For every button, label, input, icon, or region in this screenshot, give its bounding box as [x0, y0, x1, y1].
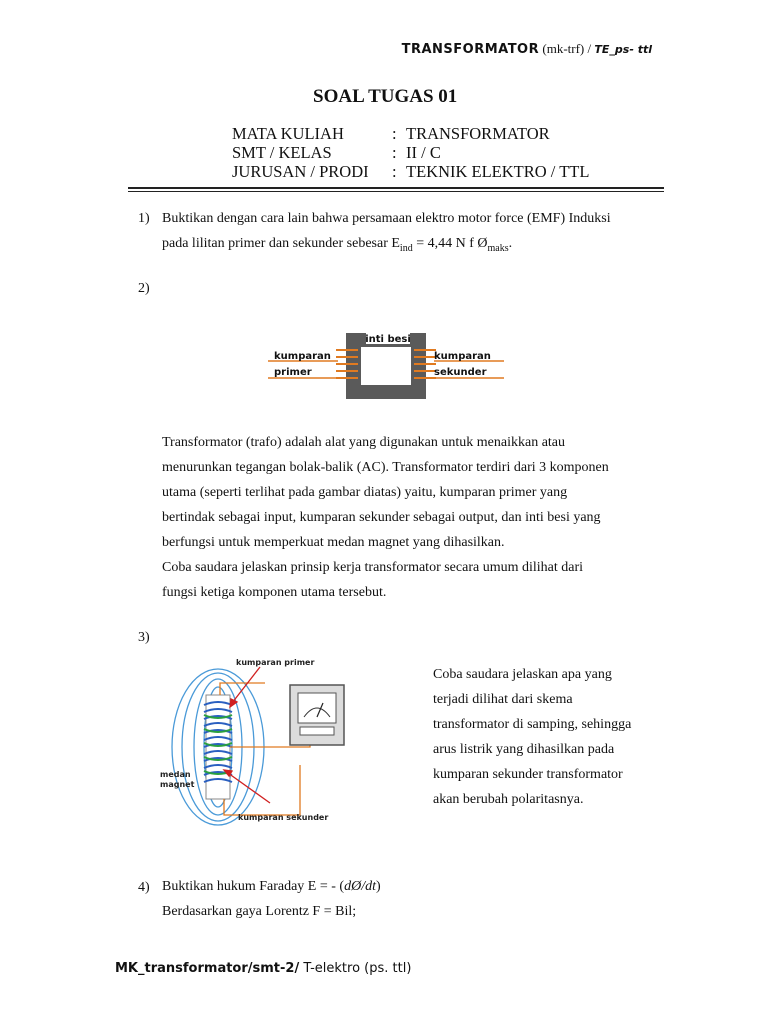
- question-1-line: Buktikan dengan cara lain bahwa persamaan elektro motor force (EMF) Induksi: [162, 211, 611, 226]
- q1-text-part: pada lilitan primer dan sekunder sebesar E: [162, 236, 400, 251]
- paragraph-line: arus listrik yang dihasilkan pada: [433, 742, 615, 757]
- paragraph-line: fungsi ketiga komponen utama tersebut.: [162, 585, 387, 600]
- info-key: MATA KULIAH: [232, 124, 344, 143]
- galvanometer-icon: [290, 685, 344, 745]
- coil-icon: [204, 695, 232, 799]
- paragraph-line: utama (seperti terlihat pada gambar diatas) yaitu, kumparan primer yang: [162, 485, 568, 500]
- field-label-2: magnet: [160, 780, 195, 789]
- info-key: JURUSAN / PRODI: [232, 162, 369, 181]
- core-window: [361, 347, 411, 385]
- primary-label-2: primer: [274, 367, 312, 378]
- primary-label: kumparan: [274, 351, 331, 362]
- question-4-text: [162, 874, 662, 924]
- secondary-coil-label: kumparan sekunder: [238, 813, 329, 822]
- core-label: inti besi: [365, 334, 411, 345]
- page-header: [402, 41, 652, 57]
- question-number: 3): [138, 630, 150, 645]
- question-1-text: [162, 206, 664, 261]
- header-divider-thin: [128, 191, 664, 192]
- question-number: 4): [138, 880, 150, 895]
- question-1-formula-line: [162, 231, 664, 261]
- secondary-label: kumparan: [434, 351, 491, 362]
- question-number: 1): [138, 211, 150, 226]
- paragraph-line: bertindak sebagai input, kumparan sekunder sebagai output, dan inti besi yang: [162, 510, 601, 525]
- paragraph-line: Coba saudara jelaskan apa yang: [433, 667, 612, 682]
- paragraph-line: akan berubah polaritasnya.: [433, 792, 584, 807]
- paragraph-line: Transformator (trafo) adalah alat yang digunakan untuk menaikkan atau: [162, 435, 566, 450]
- footer-plain: T-elektro (ps. ttl): [299, 961, 412, 976]
- question-4-line: Berdasarkan gaya Lorentz F = Bil;: [162, 904, 357, 919]
- transformer-core-diagram: [268, 330, 504, 402]
- primary-coil-label: kumparan primer: [236, 658, 315, 667]
- info-value: TEKNIK ELEKTRO / TTL: [406, 162, 590, 181]
- paragraph-line: transformator di samping, sehingga: [433, 717, 632, 732]
- paragraph-line: terjadi dilihat dari skema: [433, 692, 573, 707]
- info-row: [232, 143, 589, 162]
- course-info: [232, 124, 589, 181]
- header-code: (mk-trf): [542, 41, 585, 56]
- info-key: SMT / KELAS: [232, 143, 332, 162]
- q4-formula: dØ/dt: [344, 879, 376, 894]
- paragraph-line: menurunkan tegangan bolak-balik (AC). Transformator terdiri dari 3 komponen: [162, 460, 609, 475]
- info-row: [232, 124, 589, 143]
- induction-diagram: [160, 655, 380, 835]
- header-divider: [128, 187, 664, 189]
- secondary-label-2: sekunder: [434, 367, 487, 378]
- q1-subscript: maks: [487, 242, 509, 254]
- q1-subscript: ind: [399, 242, 413, 254]
- field-label: medan: [160, 770, 191, 779]
- header-tail: TE_ps- ttl: [594, 43, 652, 56]
- q1-text-part: .: [508, 236, 513, 251]
- paragraph-line: kumparan sekunder transformator: [433, 767, 623, 782]
- info-colon: :: [392, 162, 397, 181]
- footer-bold: MK_transformator/smt-2/: [115, 961, 300, 976]
- page-title: SOAL TUGAS 01: [313, 86, 458, 107]
- page-footer: [115, 961, 411, 976]
- q4-text-part: Buktikan hukum Faraday E = - (: [162, 879, 345, 894]
- paragraph-line: Coba saudara jelaskan prinsip kerja transformator secara umum dilihat dari: [162, 560, 584, 575]
- info-value: II / C: [406, 143, 441, 162]
- q1-text-part: = 4,44 N f Ø: [412, 236, 488, 251]
- info-row: [232, 162, 589, 181]
- info-colon: :: [392, 124, 397, 143]
- info-colon: :: [392, 143, 397, 162]
- info-value: TRANSFORMATOR: [406, 124, 550, 143]
- header-main: TRANSFORMATOR: [401, 42, 540, 57]
- header-sep: /: [584, 41, 595, 56]
- question-2-text: [162, 430, 662, 605]
- q4-text-part: ): [375, 879, 381, 894]
- paragraph-line: berfungsi untuk memperkuat medan magnet yang dihasilkan.: [162, 535, 505, 550]
- question-4-line: [162, 874, 662, 899]
- question-number: 2): [138, 281, 150, 296]
- question-3-text: [433, 662, 663, 812]
